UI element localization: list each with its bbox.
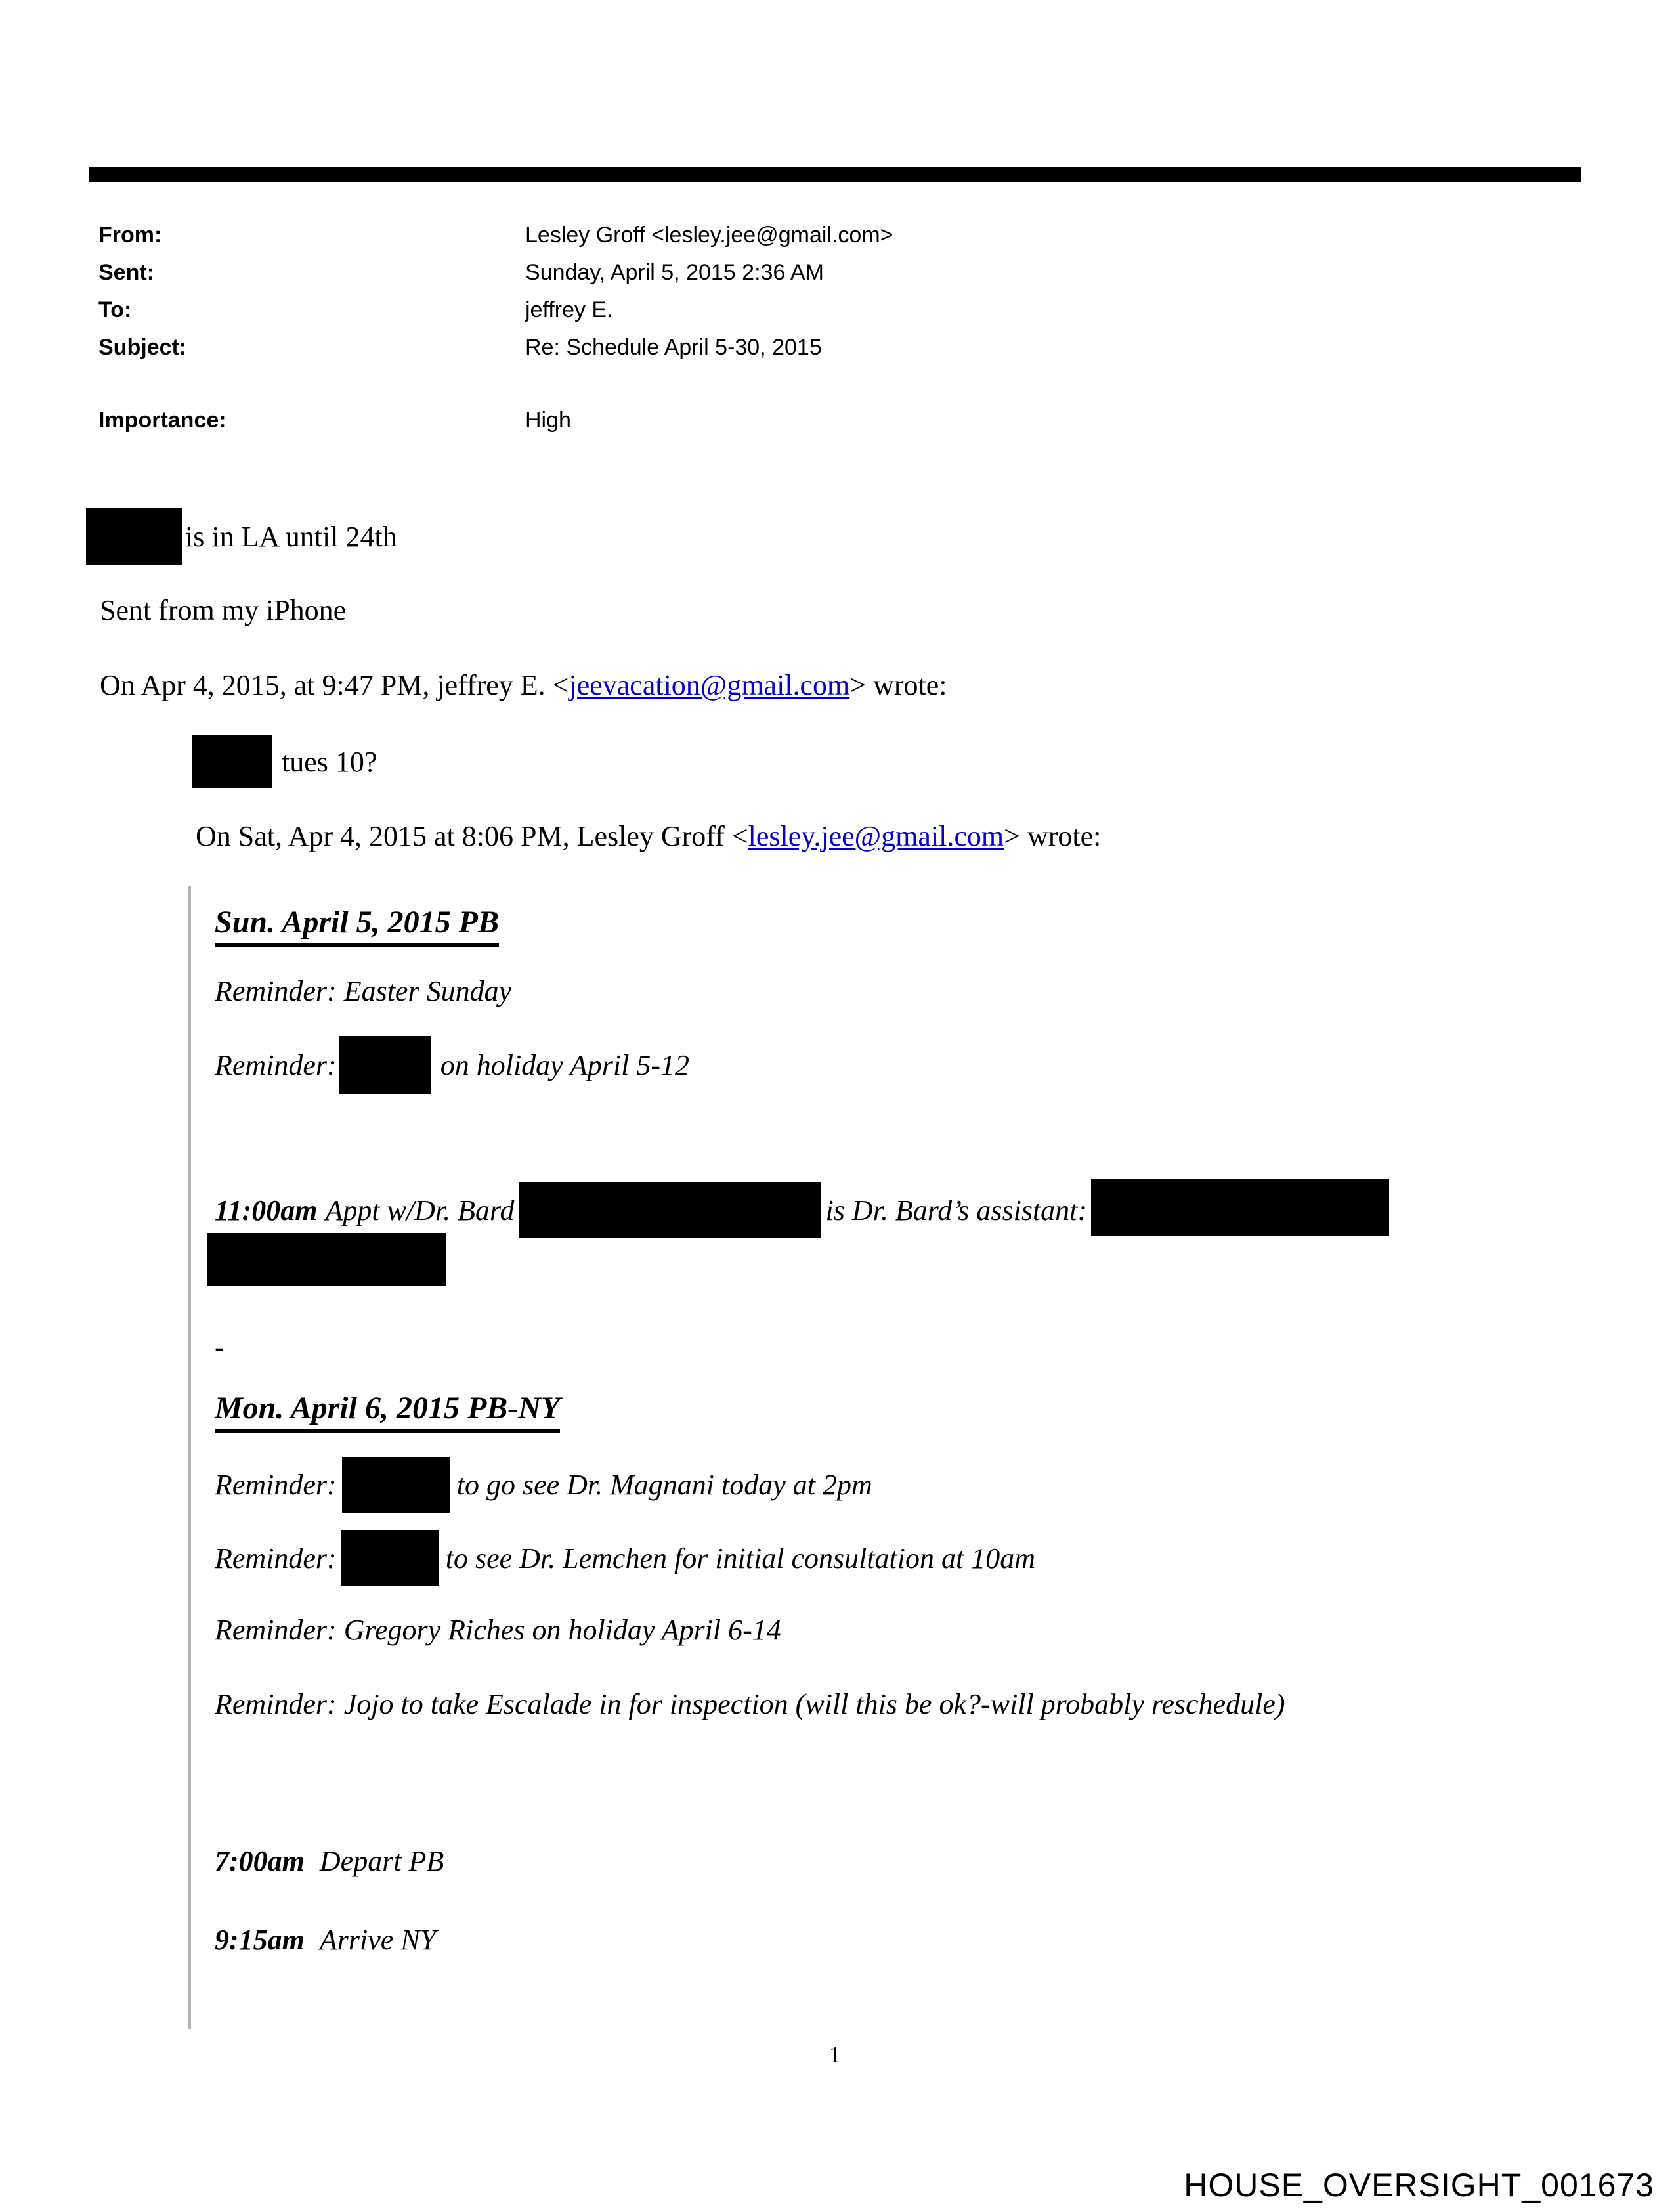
- header-row-to: [98, 297, 613, 323]
- to-value: jeffrey E.: [525, 297, 613, 322]
- redaction-box: [1091, 1179, 1389, 1236]
- reminder-jojo: Reminder: Jojo to take Escalade in for inspection (will this be ok?-will probably reschedule): [215, 1688, 1285, 1720]
- importance-value: High: [525, 408, 571, 433]
- reply-header-2: [196, 819, 1101, 854]
- header-row-from: [98, 222, 893, 248]
- from-label: From:: [98, 223, 162, 248]
- redaction-box: [341, 1530, 439, 1586]
- subject-label: Subject:: [98, 335, 187, 360]
- from-value: Lesley Groff <lesley.jee@gmail.com>: [525, 223, 893, 248]
- header-row-importance: [98, 407, 571, 433]
- reminder-magnani-prefix: Reminder:: [215, 1469, 337, 1501]
- reminder-lemchen-prefix: Reminder:: [215, 1542, 337, 1574]
- reminder-easter: Reminder: Easter Sunday: [215, 975, 512, 1007]
- tues-text: tues 10?: [282, 745, 377, 778]
- sent-value: Sunday, April 5, 2015 2:36 AM: [525, 260, 824, 285]
- appt-line: [215, 1179, 1389, 1241]
- reply2-prefix: On Sat, Apr 4, 2015 at 8:06 PM, Lesley Groff <: [196, 820, 748, 852]
- depart-time: 7:00am: [215, 1845, 305, 1877]
- redaction-box: [86, 508, 182, 565]
- body-line-la: [86, 508, 397, 565]
- dash-line: -: [215, 1331, 225, 1363]
- body-line-tues: [192, 735, 377, 788]
- redaction-box: [339, 1036, 431, 1094]
- appt-time: 11:00am: [215, 1194, 318, 1226]
- day-heading-mon-text: Mon. April 6, 2015 PB-NY: [215, 1391, 560, 1433]
- to-label: To:: [98, 297, 132, 322]
- email-link-jeevacation[interactable]: jeevacation@gmail.com: [569, 669, 850, 701]
- header-row-sent: [98, 259, 824, 286]
- redaction-box: [192, 735, 272, 788]
- page-number: 1: [829, 2041, 841, 2068]
- reply1-suffix: > wrote:: [849, 669, 947, 701]
- quote-indent-bar: [188, 886, 191, 2029]
- appt-text: Appt w/Dr. Bard: [325, 1194, 515, 1226]
- header-row-subject: [98, 334, 822, 360]
- reminder-magnani-suffix: to go see Dr. Magnani today at 2pm: [456, 1469, 872, 1501]
- importance-label: Importance:: [98, 408, 226, 433]
- day-heading-sun-text: Sun. April 5, 2015 PB: [215, 905, 499, 947]
- reply1-prefix: On Apr 4, 2015, at 9:47 PM, jeffrey E. <: [100, 669, 569, 701]
- header-rule: [89, 167, 1581, 182]
- arrive-time: 9:15am: [215, 1924, 305, 1956]
- reply-header-1: [100, 668, 947, 703]
- bates-number: HOUSE_OVERSIGHT_001673: [1184, 2167, 1654, 2203]
- depart-line: [215, 1844, 444, 1878]
- reminder-holiday-prefix: Reminder:: [215, 1049, 337, 1081]
- depart-text: Depart PB: [319, 1845, 444, 1877]
- arrive-text: Arrive NY: [319, 1924, 437, 1956]
- body-line-la-text: is in LA until 24th: [185, 520, 397, 553]
- arrive-line: [215, 1923, 436, 1957]
- redaction-box: [207, 1233, 446, 1286]
- day-heading-mon: [215, 1390, 560, 1427]
- day-heading-sun: [215, 904, 499, 941]
- sent-label: Sent:: [98, 260, 154, 285]
- reminder-magnani: [215, 1457, 872, 1513]
- redaction-box: [342, 1457, 450, 1513]
- email-link-lesley[interactable]: lesley.jee@gmail.com: [748, 820, 1004, 852]
- reminder-gregory: Reminder: Gregory Riches on holiday April 6-14: [215, 1614, 781, 1646]
- reminder-holiday-suffix: on holiday April 5-12: [440, 1049, 690, 1081]
- appt-mid: is Dr. Bard’s assistant:: [825, 1194, 1088, 1226]
- reply2-suffix: > wrote:: [1004, 820, 1102, 852]
- reminder-lemchen-suffix: to see Dr. Lemchen for initial consultation at 10am: [445, 1542, 1036, 1574]
- reminder-lemchen: [215, 1530, 1035, 1586]
- subject-value: Re: Schedule April 5-30, 2015: [525, 335, 822, 360]
- redaction-box: [519, 1182, 821, 1238]
- signature-line: Sent from my iPhone: [100, 594, 347, 626]
- reminder-holiday: [215, 1036, 689, 1094]
